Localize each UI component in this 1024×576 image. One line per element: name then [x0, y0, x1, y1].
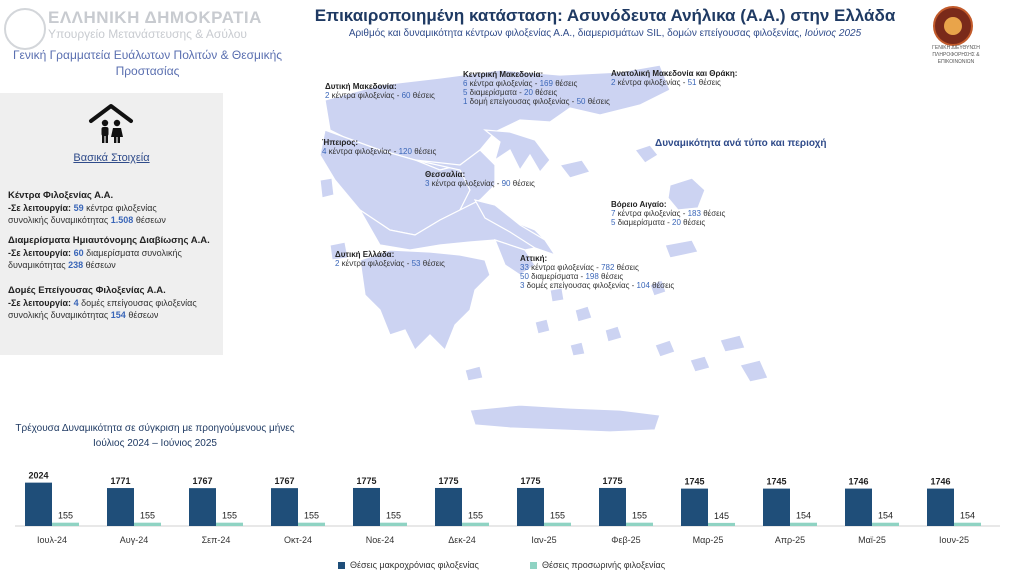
bar-long-term: [435, 488, 462, 526]
bar-long-term: [845, 489, 872, 526]
family-house-icon: [88, 103, 134, 145]
x-tick-label: Ιαν-25: [531, 535, 557, 545]
x-tick-label: Ιουν-25: [939, 535, 969, 545]
bar-temporary: [216, 523, 243, 526]
bar-long-term: [25, 483, 52, 526]
bar-long-term: [599, 488, 626, 526]
capacity-bar-chart: [0, 455, 1024, 555]
x-tick-label: Σεπ-24: [201, 535, 231, 545]
chart-title: Τρέχουσα Δυναμικότητα σε σύγκριση με προηγούμενους μήνες: [15, 423, 295, 434]
bar-temporary: [544, 523, 571, 526]
x-tick-label: Φεβ-25: [611, 535, 641, 545]
bar-long-term: [517, 488, 544, 526]
bar-temporary: [134, 523, 161, 526]
x-tick-label: Μαϊ-25: [858, 535, 886, 545]
bar-temporary: [52, 523, 79, 526]
logo-caption: ΓΕΝΙΚΗ ΔΙΕΥΘΥΝΣΗ ΠΛΗΡΟΦΟΡΗΣΗΣ & ΕΠΙΚΟΙΝΩΝΙΩΝ: [932, 45, 980, 65]
bar-long-term: [681, 489, 708, 526]
key-facts-heading[interactable]: Βασικά Στοιχεία: [73, 152, 150, 164]
region-west-greece: Δυτική Ελλάδα: 2 κέντρα φιλοξενίας - 53 θέσεις: [335, 250, 445, 268]
centers-title: Κέντρα Φιλοξενίας Α.Α.: [8, 190, 114, 201]
sil-text: -Σε λειτουργία: 60 διαμερίσματα συνολικής δυναμικότητας 238 θέσεων: [8, 248, 182, 270]
region-west-macedonia: Δυτική Μακεδονία: 2 κέντρα φιλοξενίας - 60 θέσεις: [325, 82, 435, 100]
bar-long-term: [107, 488, 134, 526]
bar-value-label: 155: [303, 510, 320, 521]
x-tick-label: Δεκ-24: [448, 535, 476, 545]
x-tick-label: Απρ-25: [774, 535, 806, 545]
bar-temporary: [954, 523, 981, 526]
bar-value-label: 2024: [28, 470, 49, 481]
bar-value-label: 1775: [520, 475, 541, 486]
bar-temporary: [462, 523, 489, 526]
bar-value-label: 1775: [602, 475, 623, 486]
secretariat-line-1: Γενική Γραμματεία Ευάλωτων Πολιτών & Θεσμικής: [12, 48, 283, 62]
bar-value-label: 155: [467, 510, 484, 521]
emergency-title: Δομές Επείγουσας Φιλοξενίας Α.Α.: [8, 285, 166, 296]
bar-temporary: [872, 523, 899, 526]
bar-value-label: 1767: [274, 476, 295, 487]
bar-value-label: 155: [385, 510, 402, 521]
bar-value-label: 155: [549, 510, 566, 521]
page-title: Επικαιροποιημένη κατάσταση: Ασυνόδευτα Ανήλικα (Α.Α.) στην Ελλάδα: [314, 6, 896, 25]
page-subtitle: Αριθμός και δυναμικότητα κέντρων φιλοξενίας Α.Α., διαμερισμάτων SIL, δομών επείγουσας φιλοξενίας, Ιούνιος 2025: [348, 28, 862, 39]
bar-long-term: [763, 489, 790, 526]
org-subtitle: Υπουργείο Μετανάστευσης & Ασύλου: [48, 27, 247, 41]
bar-value-label: 154: [959, 510, 976, 521]
secretariat-line-2: Προστασίας: [115, 64, 180, 78]
bar-value-label: 145: [713, 510, 730, 521]
region-thessaly: Θεσσαλία: 3 κέντρα φιλοξενίας - 90 θέσεις: [425, 170, 535, 188]
greek-seal-icon: [4, 8, 46, 50]
centers-text: -Σε λειτουργία: 59 κέντρα φιλοξενίας συνολικής δυναμικότητας 1.508 θέσεων: [8, 203, 166, 225]
x-tick-label: Οκτ-24: [283, 535, 313, 545]
bar-value-label: 155: [221, 510, 238, 521]
capacity-by-region-title: Δυναμικότητα ανά τύπο και περιοχή: [655, 138, 827, 149]
chart-subtitle: Ιούλιος 2024 – Ιούνιος 2025: [93, 438, 217, 449]
bar-long-term: [927, 489, 954, 526]
bar-long-term: [271, 488, 298, 526]
x-tick-label: Νοε-24: [365, 535, 395, 545]
x-tick-label: Ιουλ-24: [37, 535, 67, 545]
bar-value-label: 155: [139, 510, 156, 521]
org-title: ΕΛΛΗΝΙΚΗ ΔΗΜΟΚΡΑΤΙΑ: [48, 8, 262, 27]
bar-value-label: 1771: [110, 476, 131, 487]
bar-temporary: [708, 523, 735, 526]
bar-long-term: [353, 488, 380, 526]
bar-value-label: 1775: [356, 475, 377, 486]
bar-long-term: [189, 488, 216, 526]
bar-temporary: [298, 523, 325, 526]
emergency-text: -Σε λειτουργία: 4 δομές επείγουσας φιλοξενίας συνολικής δυναμικότητας 154 θέσεων: [8, 298, 197, 320]
region-attica: Αττική: 33 κέντρα φιλοξενίας - 782 θέσεις 50 διαμερίσματα - 198 θέσεις 3 δομές επείγουσας φιλοξενίας - 104 θέσεις: [520, 254, 675, 290]
legend-long-term: Θέσεις μακροχρόνιας φιλοξενίας: [338, 560, 479, 570]
bar-temporary: [380, 523, 407, 526]
bar-temporary: [626, 523, 653, 526]
x-tick-label: Μαρ-25: [692, 535, 724, 545]
x-tick-label: Αυγ-24: [119, 535, 149, 545]
bar-value-label: 1775: [438, 475, 459, 486]
legend-temporary: Θέσεις προσωρινής φιλοξενίας: [530, 560, 665, 570]
bar-value-label: 1746: [930, 476, 951, 487]
region-east-macedonia-thrace: Ανατολική Μακεδονία και Θράκη: 2 κέντρα φιλοξενίας - 51 θέσεις: [611, 69, 738, 87]
bar-value-label: 1745: [684, 476, 705, 487]
bar-value-label: 1745: [766, 476, 787, 487]
bar-value-label: 1767: [192, 476, 213, 487]
legend-swatch-long-term: [338, 562, 345, 569]
region-epirus: Ήπειρος: 4 κέντρα φιλοξενίας - 120 θέσεις: [322, 138, 437, 156]
bar-value-label: 155: [631, 510, 648, 521]
legend-swatch-temporary: [530, 562, 537, 569]
bar-value-label: 155: [57, 510, 74, 521]
region-north-aegean: Βόρειο Αιγαίο: 7 κέντρα φιλοξενίας - 183 θέσεις 5 διαμερίσματα - 20 θέσεις: [611, 200, 726, 227]
ministry-logo-icon: [933, 6, 973, 46]
bar-temporary: [790, 523, 817, 526]
region-central-macedonia: Κεντρική Μακεδονία: 6 κέντρα φιλοξενίας - 169 θέσεις 5 διαμερίσματα - 20 θέσεις 1 δομή επείγουσας φιλοξενίας - 50 θέσεις: [463, 70, 610, 106]
bar-value-label: 154: [877, 510, 894, 521]
sil-title: Διαμερίσματα Ημιαυτόνομης Διαβίωσης Α.Α.: [8, 235, 210, 246]
bar-value-label: 1746: [848, 476, 869, 487]
bar-value-label: 154: [795, 510, 812, 521]
